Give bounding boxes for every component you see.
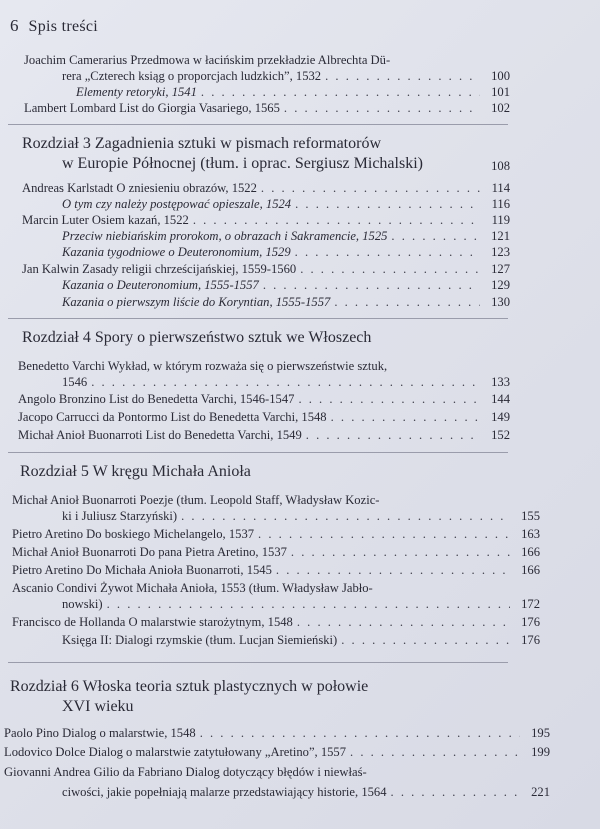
toc-page-number: 116 — [491, 197, 510, 211]
toc-entry — [4, 745, 550, 760]
dot-leader — [91, 375, 480, 390]
toc-entry-text: ciwości, jakie popełniają malarze przedstawiający historie, 1564 — [62, 785, 387, 799]
toc-entry-text: ki i Juliusz Starzyński) — [62, 509, 178, 523]
toc-entry-text: Jacopo Carrucci da Pontormo List do Benedetta Varchi, 1548 — [18, 410, 327, 424]
dot-leader — [193, 213, 480, 228]
page-title: Spis treści — [28, 18, 99, 35]
dot-leader — [295, 197, 480, 212]
toc-entry — [18, 392, 510, 407]
toc-entry-text: Kazania o Deuteronomium, 1555-1557 — [62, 278, 259, 292]
toc-entry — [62, 229, 510, 244]
toc-entry — [62, 633, 540, 648]
toc-page-number: 176 — [521, 615, 540, 629]
toc-page-number: 163 — [521, 527, 540, 541]
toc-entry — [12, 527, 540, 542]
dot-leader — [263, 278, 480, 293]
toc-page-number: 108 — [491, 159, 510, 173]
toc-entry — [62, 197, 510, 212]
toc-entry — [12, 563, 540, 578]
dot-leader — [261, 181, 480, 196]
toc-page-number: 144 — [491, 392, 510, 406]
toc-page-number: 127 — [491, 262, 510, 276]
toc-entry-text: rera „Czterech ksiąg o proporcjach ludzkich”, 1532 — [62, 69, 322, 83]
dot-leader — [181, 509, 510, 524]
divider — [8, 124, 508, 125]
dot-leader — [258, 527, 510, 542]
dot-leader — [297, 615, 510, 630]
dot-leader — [300, 262, 480, 277]
divider — [8, 662, 508, 663]
toc-entry-line: Joachim Camerarius Przedmowa w łacińskim przekładzie Albrechta Dü- — [24, 53, 391, 67]
toc-entry-text: nowski) — [62, 597, 103, 611]
toc-entry — [62, 509, 540, 524]
toc-entry-text: Andreas Karlstadt O zniesieniu obrazów, 1522 — [22, 181, 257, 195]
toc-entry-text: Marcin Luter Osiem kazań, 1522 — [22, 213, 189, 227]
toc-entry-text: Jan Kalwin Zasady religii chrześcijańskiej, 1559-1560 — [22, 262, 297, 276]
toc-page-number: 130 — [491, 295, 510, 309]
dot-leader — [391, 785, 520, 800]
toc-page-number: 129 — [491, 278, 510, 292]
toc-entry — [62, 245, 510, 260]
toc-page-number: 133 — [491, 375, 510, 389]
toc-entry-text: Kazania tygodniowe o Deuteronomium, 1529 — [62, 245, 291, 259]
dot-leader — [291, 545, 510, 560]
toc-entry — [22, 262, 510, 277]
toc-entry-line: Michał Anioł Buonarroti Poezje (tłum. Leopold Staff, Władysław Kozic- — [12, 493, 380, 507]
toc-entry — [62, 69, 510, 84]
dot-leader — [276, 563, 510, 578]
toc-entry — [12, 545, 540, 560]
toc-entry-text: Pietro Aretino Do boskiego Michelangelo, 1537 — [12, 527, 255, 541]
toc-entry — [62, 295, 510, 310]
divider — [8, 452, 508, 453]
toc-entry-text: Lodovico Dolce Dialog o malarstwie zatytułowany „Aretino”, 1557 — [4, 745, 347, 759]
toc-entry — [24, 101, 510, 116]
dot-leader — [331, 410, 480, 425]
toc-entry — [62, 785, 550, 800]
dot-leader — [350, 745, 520, 760]
toc-page-number: 155 — [521, 509, 540, 523]
toc-entry — [18, 428, 510, 443]
toc-page-number: 102 — [491, 101, 510, 115]
toc-page-number: 176 — [521, 633, 540, 647]
toc-entry-line: Giovanni Andrea Gilio da Fabriano Dialog dotyczący błędów i niewłaś- — [4, 765, 367, 779]
toc-entry-text: Michał Anioł Buonarroti List do Benedetta Varchi, 1549 — [18, 428, 302, 442]
toc-entry-text: Księga II: Dialogi rzymskie (tłum. Lucjan Siemieński) — [62, 633, 338, 647]
toc-entry-text: Paolo Pino Dialog o malarstwie, 1548 — [4, 726, 196, 740]
toc-entry-text: O tym czy należy postępować opieszale, 1524 — [62, 197, 292, 211]
chapter-heading: Rozdział 6 Włoska teoria sztuk plastycznych w połowie — [10, 678, 369, 695]
chapter-heading-text: w Europie Północnej (tłum. i oprac. Sergiusz Michalski) — [62, 155, 423, 172]
toc-entry-text: Michał Anioł Buonarroti Do pana Pietra Aretino, 1537 — [12, 545, 287, 559]
toc-page-number: 166 — [521, 563, 540, 577]
toc-page-number: 221 — [531, 785, 550, 799]
toc-entry-line: Benedetto Varchi Wykład, w którym rozważa się o pierwszeństwie sztuk, — [18, 359, 388, 373]
page-header — [10, 16, 98, 36]
toc-entry — [12, 615, 540, 630]
dot-leader — [200, 726, 520, 741]
chapter-heading-cont — [62, 154, 510, 174]
toc-entry-text: Kazania o pierwszym liście do Koryntian, 1555-1557 — [62, 295, 331, 309]
toc-entry-line: Ascanio Condivi Żywot Michała Anioła, 1553 (tłum. Władysław Jabło- — [12, 581, 373, 595]
toc-entry-text: Francisco de Hollanda O malarstwie starożytnym, 1548 — [12, 615, 293, 629]
dot-leader — [334, 295, 480, 310]
dot-leader — [325, 69, 480, 84]
dot-leader — [306, 428, 480, 443]
toc-entry — [22, 181, 510, 196]
toc-page-number: 123 — [491, 245, 510, 259]
chapter-heading-cont: XVI wieku — [62, 698, 134, 715]
dot-leader — [284, 101, 480, 116]
toc-entry — [18, 410, 510, 425]
toc-entry-text: Pietro Aretino Do Michała Anioła Buonarroti, 1545 — [12, 563, 272, 577]
toc-page-number: 119 — [491, 213, 510, 227]
toc-page-number: 101 — [491, 85, 510, 99]
divider — [8, 318, 508, 319]
toc-page-number: 195 — [531, 726, 550, 740]
dot-leader — [107, 597, 510, 612]
toc-page-number: 149 — [491, 410, 510, 424]
toc-page-number: 166 — [521, 545, 540, 559]
toc-entry — [62, 597, 540, 612]
toc-entry — [22, 213, 510, 228]
toc-entry-text: Przeciw niebiańskim prorokom, o obrazach i Sakramencie, 1525 — [62, 229, 388, 243]
dot-leader — [201, 85, 480, 100]
page-number: 6 — [10, 16, 19, 35]
toc-page-number: 114 — [491, 181, 510, 195]
dot-leader — [341, 633, 510, 648]
chapter-heading: Rozdział 3 Zagadnienia sztuki w pismach reformatorów — [22, 135, 381, 152]
toc-entry-text: Lambert Lombard List do Giorgia Vasariego, 1565 — [24, 101, 280, 115]
dot-leader — [391, 229, 480, 244]
toc-entry-text: 1546 — [62, 375, 88, 389]
toc-entry — [4, 726, 550, 741]
toc-entry-text: Angolo Bronzino List do Benedetta Varchi, 1546-1547 — [18, 392, 295, 406]
toc-entry — [76, 85, 510, 100]
toc-page-number: 172 — [521, 597, 540, 611]
toc-page-number: 199 — [531, 745, 550, 759]
chapter-heading: Rozdział 4 Spory o pierwszeństwo sztuk we Włoszech — [22, 329, 372, 346]
chapter-heading: Rozdział 5 W kręgu Michała Anioła — [20, 463, 251, 480]
toc-entry — [62, 278, 510, 293]
toc-entry-text: Elementy retoryki, 1541 — [76, 85, 197, 99]
dot-leader — [298, 392, 480, 407]
toc-page-number: 121 — [491, 229, 510, 243]
toc-entry — [62, 375, 510, 390]
toc-page-number: 152 — [491, 428, 510, 442]
dot-leader — [295, 245, 480, 260]
toc-page-number: 100 — [491, 69, 510, 83]
